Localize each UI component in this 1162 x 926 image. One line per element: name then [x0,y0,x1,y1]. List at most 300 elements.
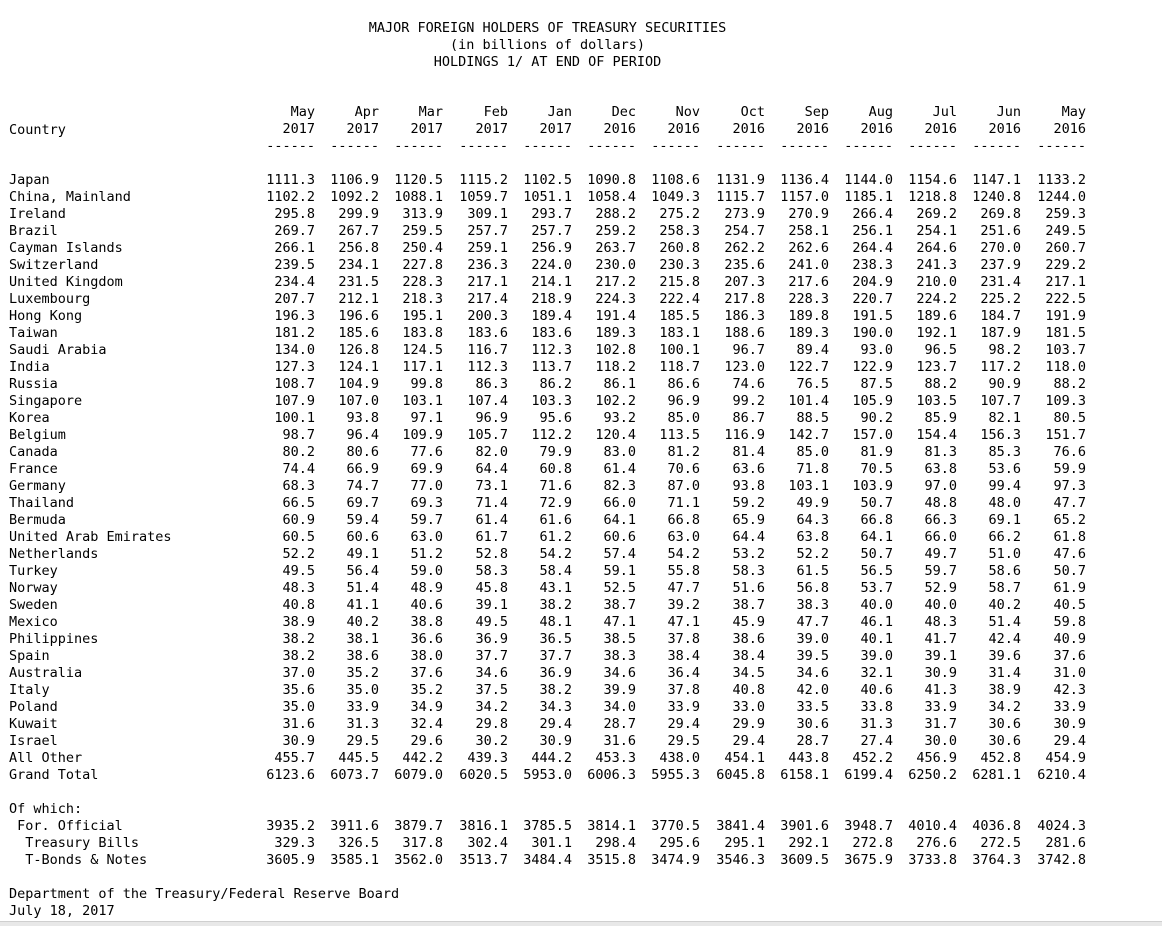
row-label: Belgium [9,427,66,443]
table-cell: 29.8 [475,716,508,732]
table-cell: 29.5 [346,733,379,749]
row-label: Korea [9,410,50,426]
table-cell: 54.2 [539,546,572,562]
row-label: Philippines [9,631,99,647]
table-header [0,104,1162,164]
table-cell: 185.6 [338,325,379,341]
table-row [0,835,1162,852]
table-cell: 38.2 [539,597,572,613]
table-cell: 50.7 [860,546,893,562]
table-cell: 96.4 [346,427,379,443]
table-cell: 127.3 [274,359,315,375]
table-cell: 37.8 [667,631,700,647]
table-cell: 29.4 [667,716,700,732]
release-date: July 18, 2017 [9,903,115,919]
table-cell: 250.4 [402,240,443,256]
table-cell: 58.6 [988,563,1021,579]
table-cell: 124.1 [338,359,379,375]
column-header-rule: ------ [587,138,636,154]
table-cell: 249.5 [1045,223,1086,239]
table-cell: 100.1 [274,410,315,426]
column-header-month: Apr [354,104,379,120]
column-header [636,104,700,155]
table-cell: 269.7 [274,223,315,239]
table-cell: 60.6 [603,529,636,545]
table-cell: 41.1 [346,597,379,613]
column-header-month: May [290,104,315,120]
table-cell: 229.2 [1045,257,1086,273]
column-header [1022,104,1086,155]
table-cell: 234.1 [338,257,379,273]
row-label: Ireland [9,206,66,222]
table-cell: 66.0 [603,495,636,511]
table-cell: 6045.8 [716,767,765,783]
table-cell: 69.7 [346,495,379,511]
row-label: Sweden [9,597,58,613]
table-cell: 157.0 [852,427,893,443]
table-cell: 33.5 [796,699,829,715]
column-header-rule: ------ [394,138,443,154]
table-cell: 3742.8 [1037,852,1086,868]
row-label: United Arab Emirates [9,529,172,545]
table-cell: 6158.1 [780,767,829,783]
row-label: Norway [9,580,58,596]
table-cell: 30.6 [988,716,1021,732]
table-cell: 3948.7 [844,818,893,834]
table-cell: 65.2 [1053,512,1086,528]
table-row [0,648,1162,665]
table-cell: 80.5 [1053,410,1086,426]
table-cell: 228.3 [402,274,443,290]
table-cell: 117.1 [402,359,443,375]
table-cell: 35.0 [346,682,379,698]
table-cell: 183.6 [467,325,508,341]
column-header [893,104,957,155]
table-cell: 259.5 [402,223,443,239]
table-cell: 60.5 [282,529,315,545]
table-cell: 38.8 [410,614,443,630]
table-row [0,308,1162,325]
table-cell: 224.2 [916,291,957,307]
table-cell: 222.4 [659,291,700,307]
table-cell: 442.2 [402,750,443,766]
table-cell: 43.1 [539,580,572,596]
table-row [0,478,1162,495]
table-cell: 3814.1 [587,818,636,834]
table-cell: 189.6 [916,308,957,324]
table-cell: 40.2 [346,614,379,630]
table-cell: 122.9 [852,359,893,375]
table-cell: 108.7 [274,376,315,392]
column-header-rule: ------ [330,138,379,154]
table-cell: 4024.3 [1037,818,1086,834]
table-cell: 79.9 [539,444,572,460]
row-label: Bermuda [9,512,66,528]
table-cell: 37.7 [539,648,572,664]
table-cell: 48.3 [282,580,315,596]
table-cell: 231.5 [338,274,379,290]
table-cell: 41.3 [924,682,957,698]
table-cell: 97.0 [924,478,957,494]
row-label: United Kingdom [9,274,123,290]
table-cell: 98.7 [282,427,315,443]
table-cell: 195.1 [402,308,443,324]
table-cell: 38.6 [346,648,379,664]
of-which-table [0,818,1162,869]
table-cell: 260.8 [659,240,700,256]
table-cell: 217.4 [467,291,508,307]
column-header [251,104,315,155]
table-cell: 33.9 [667,699,700,715]
table-cell: 222.5 [1045,291,1086,307]
table-cell: 183.6 [531,325,572,341]
table-cell: 207.3 [724,274,765,290]
table-cell: 217.1 [1045,274,1086,290]
table-cell: 113.7 [531,359,572,375]
table-cell: 439.3 [467,750,508,766]
table-cell: 3484.4 [523,852,572,868]
table-cell: 61.5 [796,563,829,579]
table-row [0,563,1162,580]
row-label: Italy [9,682,50,698]
table-cell: 96.9 [475,410,508,426]
table-cell: 103.1 [788,478,829,494]
table-cell: 47.1 [603,614,636,630]
column-header-rule: ------ [523,138,572,154]
table-cell: 186.3 [724,308,765,324]
table-cell: 122.7 [788,359,829,375]
of-which-label: Of which: [9,801,83,817]
table-cell: 156.3 [980,427,1021,443]
table-cell: 38.7 [603,597,636,613]
footer [9,886,399,920]
table-cell: 49.1 [346,546,379,562]
table-cell: 99.2 [732,393,765,409]
table-cell: 56.8 [796,580,829,596]
table-cell: 34.5 [732,665,765,681]
table-cell: 36.6 [410,631,443,647]
table-cell: 76.5 [796,376,829,392]
table-cell: 103.1 [402,393,443,409]
column-header-rule: ------ [716,138,765,154]
table-cell: 438.0 [659,750,700,766]
table-cell: 6006.3 [587,767,636,783]
table-cell: 103.5 [916,393,957,409]
table-cell: 116.7 [467,342,508,358]
table-cell: 59.8 [1053,614,1086,630]
table-cell: 217.1 [467,274,508,290]
table-cell: 74.7 [346,478,379,494]
table-cell: 61.4 [603,461,636,477]
table-cell: 71.6 [539,478,572,494]
table-cell: 37.7 [475,648,508,664]
table-cell: 258.3 [659,223,700,239]
table-cell: 301.1 [531,835,572,851]
table-row [0,189,1162,206]
table-cell: 262.6 [788,240,829,256]
row-label: Switzerland [9,257,99,273]
table-cell: 58.3 [475,563,508,579]
holdings-table [0,172,1162,784]
table-cell: 39.2 [667,597,700,613]
table-cell: 6079.0 [394,767,443,783]
table-cell: 254.7 [724,223,765,239]
table-row [0,529,1162,546]
table-cell: 42.0 [796,682,829,698]
table-cell: 63.6 [732,461,765,477]
table-cell: 70.5 [860,461,893,477]
table-cell: 36.9 [539,665,572,681]
table-cell: 37.6 [1053,648,1086,664]
table-cell: 90.9 [988,376,1021,392]
table-cell: 6199.4 [844,767,893,783]
table-cell: 103.9 [852,478,893,494]
column-header-rule: ------ [972,138,1021,154]
table-cell: 1059.7 [459,189,508,205]
table-cell: 80.2 [282,444,315,460]
row-label: Japan [9,172,50,188]
title-line-1: MAJOR FOREIGN HOLDERS OF TREASURY SECURITIES [368,20,727,36]
table-cell: 31.4 [988,665,1021,681]
row-label: Spain [9,648,50,664]
table-cell: 96.5 [924,342,957,358]
table-cell: 276.6 [916,835,957,851]
table-cell: 453.3 [595,750,636,766]
table-cell: 53.6 [988,461,1021,477]
table-cell: 30.9 [924,665,957,681]
table-cell: 263.7 [595,240,636,256]
table-row [0,376,1162,393]
table-cell: 37.8 [667,682,700,698]
table-cell: 38.0 [410,648,443,664]
table-cell: 269.8 [980,206,1021,222]
table-cell: 237.9 [980,257,1021,273]
table-cell: 1244.0 [1037,189,1086,205]
table-cell: 39.0 [860,648,893,664]
table-cell: 87.0 [667,478,700,494]
column-header-month: Aug [868,104,893,120]
table-cell: 38.2 [282,631,315,647]
table-cell: 51.0 [988,546,1021,562]
table-cell: 40.9 [1053,631,1086,647]
table-cell: 3605.9 [266,852,315,868]
table-cell: 60.9 [282,512,315,528]
table-cell: 83.0 [603,444,636,460]
table-cell: 64.3 [796,512,829,528]
table-cell: 51.4 [988,614,1021,630]
row-label: Luxembourg [9,291,91,307]
table-cell: 31.3 [346,716,379,732]
table-cell: 273.9 [724,206,765,222]
table-row [0,716,1162,733]
table-row [0,631,1162,648]
column-header-year: 2016 [603,121,636,137]
table-cell: 88.5 [796,410,829,426]
table-cell: 64.4 [475,461,508,477]
table-row [0,682,1162,699]
table-cell: 48.9 [410,580,443,596]
table-cell: 3770.5 [651,818,700,834]
table-cell: 47.7 [667,580,700,596]
table-cell: 224.3 [595,291,636,307]
table-cell: 3911.6 [330,818,379,834]
table-cell: 99.4 [988,478,1021,494]
column-header-month: Feb [483,104,508,120]
table-cell: 61.8 [1053,529,1086,545]
table-cell: 181.5 [1045,325,1086,341]
table-cell: 107.9 [274,393,315,409]
table-cell: 64.1 [860,529,893,545]
table-cell: 61.4 [475,512,508,528]
table-cell: 64.1 [603,512,636,528]
column-header-month: Jul [932,104,957,120]
table-cell: 6123.6 [266,767,315,783]
table-cell: 59.4 [346,512,379,528]
column-header-year: 2017 [282,121,315,137]
table-cell: 56.4 [346,563,379,579]
table-cell: 231.4 [980,274,1021,290]
table-row [0,512,1162,529]
column-header [444,104,508,155]
table-cell: 86.3 [475,376,508,392]
table-cell: 59.7 [410,512,443,528]
table-cell: 81.2 [667,444,700,460]
table-cell: 217.6 [788,274,829,290]
table-cell: 36.4 [667,665,700,681]
table-cell: 35.6 [282,682,315,698]
table-cell: 1092.2 [330,189,379,205]
table-cell: 217.2 [595,274,636,290]
table-cell: 256.9 [531,240,572,256]
table-cell: 1108.6 [651,172,700,188]
table-cell: 1051.1 [523,189,572,205]
table-cell: 109.9 [402,427,443,443]
table-cell: 3816.1 [459,818,508,834]
table-cell: 3515.8 [587,852,636,868]
table-cell: 40.2 [988,597,1021,613]
column-header-year: 2016 [924,121,957,137]
table-row [0,410,1162,427]
table-cell: 39.1 [475,597,508,613]
table-cell: 47.7 [1053,495,1086,511]
table-cell: 3546.3 [716,852,765,868]
table-cell: 63.8 [924,461,957,477]
table-cell: 38.9 [282,614,315,630]
table-cell: 275.2 [659,206,700,222]
table-cell: 30.9 [539,733,572,749]
table-cell: 1218.8 [908,189,957,205]
table-cell: 30.2 [475,733,508,749]
table-cell: 189.4 [531,308,572,324]
table-cell: 40.0 [860,597,893,613]
column-header [765,104,829,155]
column-header-month: Dec [611,104,636,120]
report-title [0,20,1095,71]
table-cell: 270.9 [788,206,829,222]
table-cell: 142.7 [788,427,829,443]
title-line-2: (in billions of dollars) [449,37,646,53]
column-header-year: 2016 [988,121,1021,137]
column-header-month: Oct [740,104,765,120]
table-cell: 1240.8 [972,189,1021,205]
table-cell: 87.5 [860,376,893,392]
row-label: Treasury Bills [9,835,140,851]
table-cell: 93.0 [860,342,893,358]
table-cell: 66.0 [924,529,957,545]
table-cell: 34.0 [603,699,636,715]
table-cell: 292.1 [788,835,829,851]
table-cell: 38.6 [732,631,765,647]
table-cell: 1049.3 [651,189,700,205]
table-cell: 61.9 [1053,580,1086,596]
table-cell: 241.3 [916,257,957,273]
table-cell: 45.9 [732,614,765,630]
table-cell: 50.7 [1053,563,1086,579]
table-cell: 1111.3 [266,172,315,188]
table-cell: 59.7 [924,563,957,579]
table-cell: 6250.2 [908,767,957,783]
table-cell: 257.7 [531,223,572,239]
column-header [315,104,379,155]
table-cell: 259.3 [1045,206,1086,222]
table-cell: 58.3 [732,563,765,579]
table-cell: 227.8 [402,257,443,273]
table-row [0,444,1162,461]
table-cell: 72.9 [539,495,572,511]
table-cell: 100.1 [659,342,700,358]
table-cell: 204.9 [852,274,893,290]
table-cell: 96.9 [667,393,700,409]
table-cell: 85.3 [988,444,1021,460]
table-row [0,767,1162,784]
table-cell: 66.3 [924,512,957,528]
table-cell: 1154.6 [908,172,957,188]
table-cell: 262.2 [724,240,765,256]
table-cell: 37.5 [475,682,508,698]
table-cell: 30.9 [282,733,315,749]
table-cell: 212.1 [338,291,379,307]
table-cell: 53.7 [860,580,893,596]
table-cell: 154.4 [916,427,957,443]
table-cell: 38.2 [539,682,572,698]
table-cell: 29.5 [667,733,700,749]
table-cell: 69.3 [410,495,443,511]
table-cell: 269.2 [916,206,957,222]
table-cell: 81.4 [732,444,765,460]
table-cell: 117.2 [980,359,1021,375]
table-row [0,240,1162,257]
table-row [0,614,1162,631]
table-cell: 295.6 [659,835,700,851]
table-cell: 54.2 [667,546,700,562]
table-cell: 42.3 [1053,682,1086,698]
table-cell: 5953.0 [523,767,572,783]
table-cell: 183.8 [402,325,443,341]
table-cell: 74.4 [282,461,315,477]
table-cell: 41.7 [924,631,957,647]
table-cell: 34.2 [988,699,1021,715]
table-cell: 5955.3 [651,767,700,783]
row-label: Mexico [9,614,58,630]
table-cell: 1115.2 [459,172,508,188]
table-cell: 29.4 [539,716,572,732]
column-header-year: 2016 [667,121,700,137]
table-cell: 32.1 [860,665,893,681]
row-label: Hong Kong [9,308,83,324]
table-cell: 86.2 [539,376,572,392]
table-cell: 48.1 [539,614,572,630]
table-cell: 189.3 [788,325,829,341]
